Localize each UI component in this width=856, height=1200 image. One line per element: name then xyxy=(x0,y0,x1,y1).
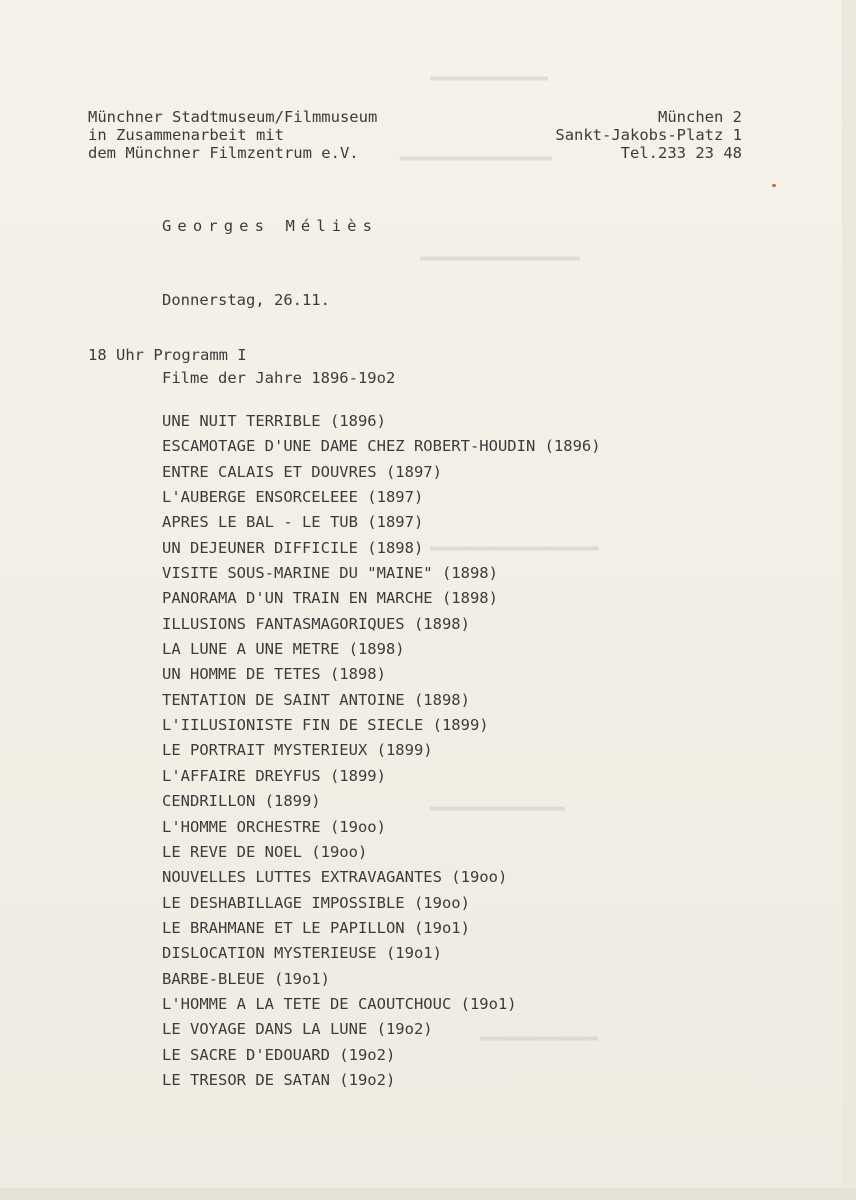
show-through-decoration: ▬▬▬▬▬▬▬▬▬▬▬▬▬▬▬▬▬▬ xyxy=(400,150,552,166)
header-right-line-2: Sankt-Jakobs-Platz 1 xyxy=(555,126,742,144)
film-item: ENTRE CALAIS ET DOUVRES (1897) xyxy=(162,462,442,481)
paper-speck xyxy=(772,184,776,187)
page-edge-bottom xyxy=(0,1188,856,1200)
show-through-decoration: ▬▬▬▬▬▬▬▬▬▬▬▬▬▬▬▬ xyxy=(430,800,565,816)
film-item: LE REVE DE NOEL (19oo) xyxy=(162,842,368,861)
film-item: UN HOMME DE TETES (1898) xyxy=(162,665,386,684)
screening-date: Donnerstag, 26.11. xyxy=(162,291,330,309)
header-left-line-3: dem Münchner Filmzentrum e.V. xyxy=(88,144,359,162)
show-through-decoration: ▬▬▬▬▬▬▬▬▬▬▬▬▬▬ xyxy=(430,70,549,86)
film-item: LE DESHABILLAGE IMPOSSIBLE (19oo) xyxy=(162,893,470,912)
program-subtitle: Filme der Jahre 1896-19o2 xyxy=(162,369,396,387)
show-through-decoration: ▬▬▬▬▬▬▬▬▬▬▬▬▬▬ xyxy=(480,1030,599,1046)
show-through-decoration: ▬▬▬▬▬▬▬▬▬▬▬▬▬▬▬▬▬▬▬▬ xyxy=(430,540,599,556)
film-item: LE TRESOR DE SATAN (19o2) xyxy=(162,1070,396,1089)
film-item: UN DEJEUNER DIFFICILE (1898) xyxy=(162,538,424,557)
header-right-line-1: München 2 xyxy=(658,108,742,126)
film-item: UNE NUIT TERRIBLE (1896) xyxy=(162,412,386,430)
film-item: ESCAMOTAGE D'UNE DAME CHEZ ROBERT-HOUDIN (1896) xyxy=(162,437,601,456)
page-edge-right xyxy=(842,0,856,1200)
film-item: LE PORTRAIT MYSTERIEUX (1899) xyxy=(162,741,433,760)
film-item: L'AFFAIRE DREYFUS (1899) xyxy=(162,766,386,785)
program-time-label: 18 Uhr Programm I xyxy=(88,346,247,364)
film-item: L'HOMME ORCHESTRE (19oo) xyxy=(162,817,386,836)
film-item: PANORAMA D'UN TRAIN EN MARCHE (1898) xyxy=(162,589,498,608)
film-item: APRES LE BAL - LE TUB (1897) xyxy=(162,513,424,532)
page-title: Georges Méliès xyxy=(162,217,379,235)
film-item: L'AUBERGE ENSORCELEEE (1897) xyxy=(162,488,424,507)
header-left-line-1: Münchner Stadtmuseum/Filmmuseum xyxy=(88,108,378,126)
film-item: L'IILUSIONISTE FIN DE SIECLE (1899) xyxy=(162,716,489,735)
film-item: TENTATION DE SAINT ANTOINE (1898) xyxy=(162,690,470,709)
film-item: L'HOMME A LA TETE DE CAOUTCHOUC (19o1) xyxy=(162,994,517,1013)
header-left-line-2: in Zusammenarbeit mit xyxy=(88,126,284,144)
film-item: DISLOCATION MYSTERIEUSE (19o1) xyxy=(162,944,442,963)
film-item: NOUVELLES LUTTES EXTRAVAGANTES (19oo) xyxy=(162,868,508,887)
film-item: CENDRILLON (1899) xyxy=(162,792,321,811)
header-right-line-3: Tel.233 23 48 xyxy=(620,144,742,162)
film-item: VISITE SOUS-MARINE DU "MAINE" (1898) xyxy=(162,564,498,583)
film-item: LE BRAHMANE ET LE PAPILLON (19o1) xyxy=(162,918,470,937)
film-item: BARBE-BLEUE (19o1) xyxy=(162,969,330,988)
show-through-decoration: ▬▬▬▬▬▬▬▬▬▬▬▬▬▬▬▬▬▬▬ xyxy=(420,250,581,266)
film-list xyxy=(162,410,601,1094)
film-item: LE VOYAGE DANS LA LUNE (19o2) xyxy=(162,1020,433,1039)
film-item: LA LUNE A UNE METRE (1898) xyxy=(162,640,405,659)
film-item: ILLUSIONS FANTASMAGORIQUES (1898) xyxy=(162,614,470,633)
film-item: LE SACRE D'EDOUARD (19o2) xyxy=(162,1045,396,1064)
